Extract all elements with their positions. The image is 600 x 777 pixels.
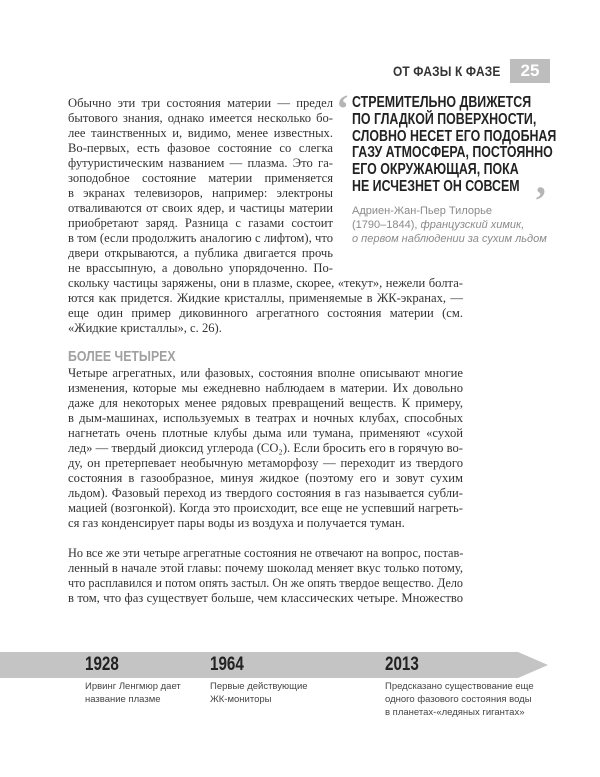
quote-line: ПО ГЛАДКОЙ ПОВЕРХНОСТИ, — [352, 110, 537, 128]
quote-line: НЕ ИСЧЕЗНЕТ ОН СОВСЕМ — [352, 177, 520, 195]
text-line: приобретают заряд. Разница с газами состоит — [68, 216, 333, 230]
timeline-description — [210, 680, 308, 706]
timeline-event — [85, 652, 181, 706]
chapter-title: ОТ ФАЗЫ К ФАЗЕ — [392, 63, 500, 79]
intro-paragraph-continued — [68, 276, 463, 336]
text-line: бытового знания, однако имеется несколько бо- — [68, 111, 333, 125]
timeline-description — [385, 680, 534, 719]
final-paragraph — [68, 546, 463, 606]
timeline-event — [210, 652, 308, 706]
text-line: Обычно эти три состояния материи — предел — [68, 96, 333, 110]
text-line: «Жидкие кристаллы», с. 26). — [68, 321, 222, 335]
timeline-description-line: Предсказано существование еще — [385, 681, 534, 692]
quote-role: французский химик, — [420, 219, 525, 231]
page-number: 25 — [510, 59, 550, 83]
quote-attribution — [352, 204, 547, 246]
timeline-year: 1964 — [210, 654, 244, 675]
text-line: Во-первых, есть фазовое состояние со слегка — [68, 141, 333, 155]
text-line: в экранах телевизоров, например: электроны — [68, 186, 333, 200]
intro-paragraph — [68, 96, 333, 276]
text-line: еще один пример диковинного агрегатного состояния материи (см. — [68, 306, 463, 320]
timeline-description-line: в планетах-«ледяных гигантах» — [385, 707, 525, 718]
text-line: Но все же эти четыре агрегатные состояния не отвечают на вопрос, постав- — [68, 546, 464, 560]
section-paragraph — [68, 366, 463, 531]
text-line: отваливаются от своих ядер, и частицы материи — [68, 201, 333, 215]
text-line: что расплавился и потом опять застыл. Он же опять твердое вещество. Дело — [68, 576, 463, 590]
quote-line: ЕГО ОКРУЖАЮЩАЯ, ПОКА — [352, 161, 519, 179]
text-line: ются как придется. Жидкие кристаллы, применяемые в ЖК-экранах, — — [68, 291, 463, 305]
text-line: в дым-машинах, используемых в театрах и ночных клубах, способных — [68, 411, 463, 425]
text-line: нагнетать очень плотные клубы дыма или тумана, применяют «сухой — [68, 426, 463, 440]
running-header — [374, 60, 550, 82]
text-line: лед» — твердый диоксид углерода (CO₂). Если бросить его в горячую во- — [68, 441, 463, 455]
timeline-description-line: название плазме — [85, 694, 161, 705]
text-line: ленный в начале этой главы: почему шоколад меняет вкус только потому, — [68, 561, 463, 575]
section-heading: БОЛЕЕ ЧЕТЫРЕХ — [68, 348, 176, 365]
quote-line: ГАЗУ АТМОСФЕРА, ПОСТОЯННО — [352, 144, 553, 162]
text-line: скольку частицы заряжены, они в плазме, скорее, «текут», нежели болта- — [68, 276, 463, 290]
text-line: изменения, которые мы ежедневно наблюдаем в материи. Их довольно — [68, 381, 463, 395]
text-line: состояния в газообразное, минуя жидкое (поэтому его и зовут сухим — [68, 471, 463, 485]
quote-line: СТРЕМИТЕЛЬНО ДВИЖЕТСЯ — [352, 94, 532, 111]
text-line: зоподобное состояние материи применяется — [68, 171, 333, 185]
timeline-description — [85, 680, 181, 706]
open-quote-icon: ‘ — [336, 86, 350, 131]
quote-author: Адриен-Жан-Пьер Тилорье — [352, 205, 492, 217]
text-line: не врассыпную, а довольно упорядоченно. По- — [68, 261, 333, 275]
timeline-description-line: ЖК-мониторы — [210, 694, 272, 705]
text-line: ся газ конденсирует пары воды из воздуха и получается туман. — [68, 516, 405, 530]
timeline-event — [385, 652, 534, 719]
timeline-description-line: Ирвинг Ленгмюр дает — [85, 681, 181, 692]
text-line: льдом). Фазовый переход из твердого состояния в газ называется субли- — [68, 486, 463, 500]
text-line: лее таинственных и, видимо, менее известных. — [68, 126, 333, 140]
timeline-year: 2013 — [385, 654, 419, 675]
text-line: мацией (возгонкой). Когда это происходит, все еще не успевший нагреть- — [68, 501, 463, 515]
text-line: ду, он претерпевает необычную метаморфозу — переходит из твердого — [68, 456, 463, 470]
timeline-description-line: Первые действующие — [210, 681, 308, 692]
text-line: в том (если продолжить аналогию с лифтом), что — [68, 231, 333, 245]
text-line: Четыре агрегатных, или фазовых, состояния вполне описывают многие — [68, 366, 463, 380]
text-line: даже для некоторых менее рядовых превращений веществ. К примеру, — [68, 396, 463, 410]
quote-years: (1790–1844), — [352, 219, 418, 231]
quote-line: СЛОВНО НЕСЕТ ЕГО ПОДОБНАЯ — [352, 127, 557, 145]
text-line: двери открываются, а публика двигается прочь — [68, 246, 333, 260]
quote-context: о первом наблюдении за сухим льдом — [352, 233, 547, 245]
timeline-year: 1928 — [85, 654, 119, 675]
timeline-description-line: одного фазового состояния воды — [385, 694, 532, 705]
text-line: в том, что фаз существует больше, чем классических четыре. Множество — [68, 591, 463, 605]
text-line: футуристическим названием — плазма. Это га- — [68, 156, 333, 170]
close-quote-icon: ’ — [534, 178, 548, 223]
